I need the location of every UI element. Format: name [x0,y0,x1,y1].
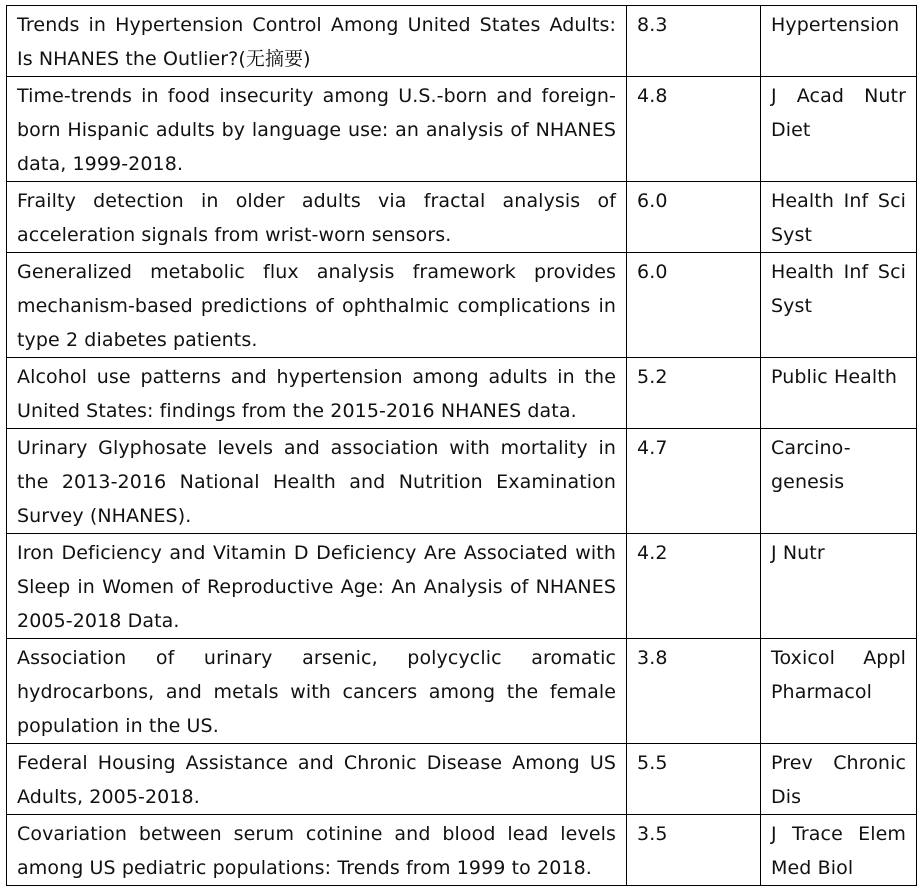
table-row [7,182,917,253]
journal-cell: Health Inf Sci Syst [761,253,917,358]
impact-factor-cell: 5.5 [627,744,761,815]
impact-factor-cell: 4.8 [627,77,761,182]
journal-cell: J Acad Nutr Diet [761,77,917,182]
table-row [7,534,917,639]
impact-factor-cell: 3.5 [627,815,761,886]
journal-cell: J Trace Elem Med Biol [761,815,917,886]
journal-cell: J Nutr [761,534,917,639]
journal-cell: Health Inf Sci Syst [761,182,917,253]
paper-title-cell: Urinary Glyphosate levels and association with mortality in the 2013-2016 National Health and Nutrition Examination Survey (NHANES). [7,429,627,534]
impact-factor-cell: 4.7 [627,429,761,534]
table-row [7,744,917,815]
table-row [7,815,917,886]
paper-title-cell: Covariation between serum cotinine and blood lead levels among US pediatric populations: Trends from 1999 to 2018. [7,815,627,886]
paper-title-cell: Federal Housing Assistance and Chronic Disease Among US Adults, 2005-2018. [7,744,627,815]
journal-cell: Carcino-genesis [761,429,917,534]
paper-title-cell: Alcohol use patterns and hypertension among adults in the United States: findings from the 2015-2016 NHANES data. [7,358,627,429]
table-row [7,77,917,182]
journal-cell: Public Health [761,358,917,429]
table-row [7,253,917,358]
impact-factor-cell: 8.3 [627,6,761,77]
impact-factor-cell: 6.0 [627,182,761,253]
paper-title-cell: Trends in Hypertension Control Among United States Adults: Is NHANES the Outlier?(无摘要) [7,6,627,77]
impact-factor-cell: 5.2 [627,358,761,429]
table-row [7,358,917,429]
impact-factor-cell: 3.8 [627,639,761,744]
journal-cell: Toxicol Appl Pharmacol [761,639,917,744]
papers-table [6,5,917,886]
impact-factor-cell: 4.2 [627,534,761,639]
paper-title-cell: Time-trends in food insecurity among U.S.-born and foreign-born Hispanic adults by language use: an analysis of NHANES data, 1999-2018. [7,77,627,182]
journal-cell: Prev Chronic Dis [761,744,917,815]
table-row [7,6,917,77]
paper-title-cell: Iron Deficiency and Vitamin D Deficiency Are Associated with Sleep in Women of Reproductive Age: An Analysis of NHANES 2005-2018 Data. [7,534,627,639]
journal-cell: Hypertension [761,6,917,77]
table-row [7,639,917,744]
table-row [7,429,917,534]
paper-title-cell: Association of urinary arsenic, polycyclic aromatic hydrocarbons, and metals with cancers among the female population in the US. [7,639,627,744]
paper-title-cell: Generalized metabolic flux analysis framework provides mechanism-based predictions of ophthalmic complications in type 2 diabetes patients. [7,253,627,358]
impact-factor-cell: 6.0 [627,253,761,358]
papers-table-body [7,6,917,886]
paper-title-cell: Frailty detection in older adults via fractal analysis of acceleration signals from wrist-worn sensors. [7,182,627,253]
